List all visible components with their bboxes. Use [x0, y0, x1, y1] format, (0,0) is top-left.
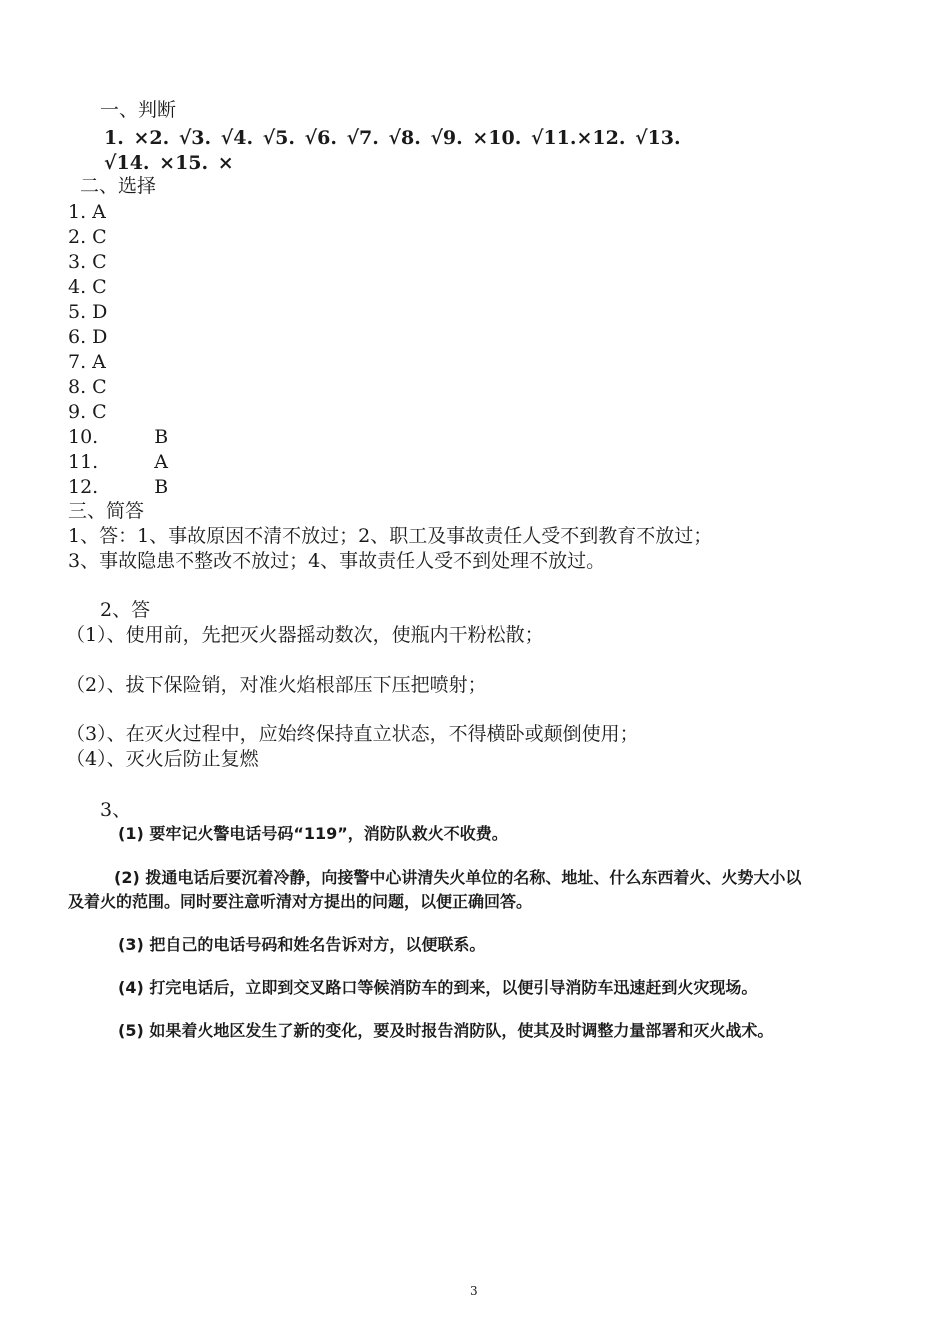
- section-heading-judgement: 一、判断: [100, 99, 177, 121]
- q3-label: 3、: [100, 799, 132, 821]
- q2-item: （2）、拔下保险销，对准火焰根部压下压把喷射；: [66, 674, 487, 696]
- section-heading-choice: 二、选择: [80, 175, 157, 197]
- judgement-answers-line-1: 1. ×2. √3. √4. √5. √6. √7. √8. √9. ×10. √11.×12. √13.: [104, 127, 681, 149]
- choice-answer: 4. C: [68, 276, 107, 298]
- choice-answer: 8. C: [68, 376, 107, 398]
- choice-answer: 5. D: [68, 301, 108, 323]
- q3-item: (4) 打完电话后，立即到交叉路口等候消防车的到来，以便引导消防车迅速赶到火灾现场。: [118, 978, 758, 997]
- q3-item: (1) 要牢记火警电话号码“119”，消防队救火不收费。: [118, 824, 508, 843]
- page-number: 3: [470, 1284, 478, 1298]
- choice-answer: 1. A: [68, 201, 106, 223]
- judgement-answers-line-2: √14. ×15. ×: [104, 152, 234, 174]
- choice-answer: 9. C: [68, 401, 107, 423]
- q3-item: (5) 如果着火地区发生了新的变化，要及时报告消防队，使其及时调整力量部署和灭火战术。: [118, 1021, 774, 1040]
- q3-item: (3) 把自己的电话号码和姓名告诉对方，以便联系。: [118, 935, 486, 954]
- q1-answer-line-2: 3、事故隐患不整改不放过；4、事故责任人受不到处理不放过。: [68, 550, 606, 572]
- q2-label: 2、答: [100, 599, 151, 621]
- choice-answer: 12. B: [68, 476, 169, 498]
- choice-answer: 2. C: [68, 226, 107, 248]
- choice-answer: 3. C: [68, 251, 107, 273]
- choice-answer: 6. D: [68, 326, 108, 348]
- choice-answer: 10. B: [68, 426, 169, 448]
- q2-item: （4）、灭火后防止复燃: [66, 748, 259, 770]
- choice-answer: 7. A: [68, 351, 106, 373]
- q1-answer-line-1: 1、答：1、事故原因不清不放过；2、职工及事故责任人受不到教育不放过；: [68, 525, 713, 547]
- q2-item: （3）、在灭火过程中，应始终保持直立状态，不得横卧或颠倒使用；: [66, 723, 639, 745]
- q3-item: (2) 拨通电话后要沉着冷静，向接警中心讲清失火单位的名称、地址、什么东西着火、火势大小以: [114, 868, 802, 887]
- section-heading-short-answer: 三、简答: [68, 500, 145, 522]
- q2-item: （1）、使用前，先把灭火器摇动数次，使瓶内干粉松散；: [66, 624, 544, 646]
- q3-item-continued: 及着火的范围。同时要注意听清对方提出的问题，以便正确回答。: [68, 892, 533, 911]
- choice-answer: 11. A: [68, 451, 169, 473]
